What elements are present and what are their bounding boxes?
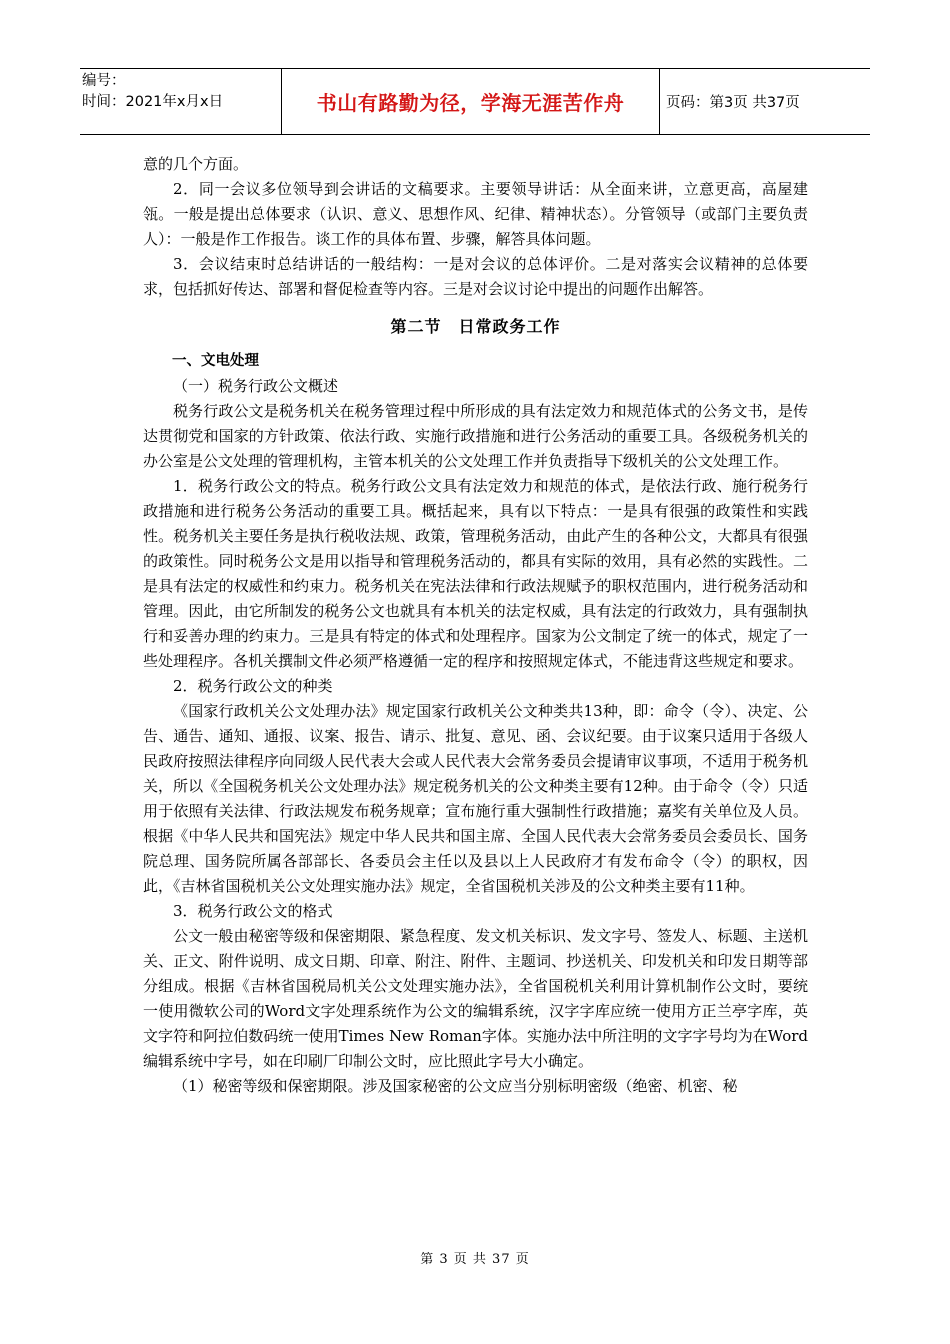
paragraph: 公文一般由秘密等级和保密期限、紧急程度、发文机关标识、发文字号、签发人、标题、主送机关、正文、附件说明、成文日期、印章、附注、附件、主题词、抄送机关、印发机关和印发日期等部分组成。根据《吉林省国税局机关公文处理实施办法》，全省国税机关利用计算机制作公文时，要统一使用微软公司的Word文字处理系统作为公文的编辑系统，汉字字库应统一使用方正兰亭字库，英文字符和阿拉伯数码统一使用Times New Roman字体。实施办法中所注明的文字字号均为在Word编辑系统中字号，如在印刷厂印制公文时，应比照此字号大小确定。 (143, 927, 808, 1070)
header-meta-cell (80, 69, 282, 134)
paragraph: 3．会议结束时总结讲话的一般结构：一是对会议的总体评价。二是对落实会议精神的总体要求，包括抓好传达、部署和督促检查等内容。三是对会议讨论中提出的问题作出解答。 (143, 255, 808, 298)
section-title: 第二节 日常政务工作 (390, 317, 561, 336)
document-body (143, 152, 808, 1099)
subheading: 一、文电处理 (172, 353, 259, 369)
paragraph: （1）秘密等级和保密期限。涉及国家秘密的公文应当分别标明密级（绝密、机密、秘 (173, 1077, 738, 1095)
paragraph: 2．同一会议多位领导到会讲话的文稿要求。主要领导讲话：从全面来讲，立意更高，高屋建瓴。一般是提出总体要求（认识、意义、思想作风、纪律、精神状态）。分管领导（或部门主要负责人）：一般是作工作报告。谈工作的具体布置、步骤，解答具体问题。 (143, 180, 808, 248)
paragraph-continuation: 意的几个方面。 (143, 155, 249, 173)
paragraph-heading: 3．税务行政公文的格式 (173, 902, 333, 920)
page-footer: 第 3 页 共 37 页 (420, 1252, 530, 1267)
header-table (80, 68, 870, 135)
paragraph: 1．税务行政公文的特点。税务行政公文具有法定效力和规范的体式，是依法行政、施行税务行政措施和进行税务公务活动的重要工具。概括起来，具有以下特点：一是具有很强的政策性和实践性。税务机关主要任务是执行税收法规、政策，管理税务活动，由此产生的各种公文，大都具有很强的政策性。同时税务公文是用以指导和管理税务活动的，都具有实际的效用，具有必然的实践性。二是具有法定的权威性和约束力。税务机关在宪法法律和行政法规赋予的职权范围内，进行税务活动和管理。因此，由它所制发的税务公文也就具有本机关的法定权威，具有法定的行政效力，具有强制执行和妥善办理的约束力。三是具有特定的体式和处理程序。国家为公文制定了统一的体式，规定了一些处理程序。各机关撰制文件必须严格遵循一定的程序和按照规定体式，不能违背这些规定和要求。 (143, 477, 808, 670)
header-code-label: 编号： (82, 73, 126, 89)
paragraph: 《国家行政机关公文处理办法》规定国家行政机关公文种类共13种，即：命令（令）、决定、公告、通告、通知、通报、议案、报告、请示、批复、意见、函、会议纪要。由于议案只适用于各级人民政府按照法律程序向同级人民代表大会或人民代表大会常务委员会提请审议事项，不适用于税务机关，所以《全国税务机关公文处理办法》规定税务机关的公文种类主要有12种。由于命令（令）只适用于依照有关法律、行政法规发布税务规章；宣布施行重大强制性行政措施；嘉奖有关单位及人员。根据《中华人民共和国宪法》规定中华人民共和国主席、全国人民代表大会常务委员会委员长、国务院总理、国务院所属各部部长、各委员会主任以及县以上人民政府才有发布命令（令）的职权，因此，《吉林省国税机关公文处理实施办法》规定，全省国税机关涉及的公文种类主要有11种。 (143, 702, 808, 895)
paragraph-heading: 2．税务行政公文的种类 (173, 677, 333, 695)
subheading-secondary: （一）税务行政公文概述 (173, 377, 339, 395)
paragraph: 税务行政公文是税务机关在税务管理过程中所形成的具有法定效力和规范体式的公务文书，是传达贯彻党和国家的方针政策、依法行政、实施行政措施和进行公务活动的重要工具。各级税务机关的办公室是公文处理的管理机构，主管本机关的公文处理工作并负责指导下级机关的公文处理工作。 (143, 402, 808, 470)
header-time-label: 时间：2021年x月x日 (82, 94, 224, 110)
header-page-info: 页码：第3页 共37页 (666, 95, 800, 111)
header-motto: 书山有路勤为径，学海无涯苦作舟 (282, 69, 660, 134)
